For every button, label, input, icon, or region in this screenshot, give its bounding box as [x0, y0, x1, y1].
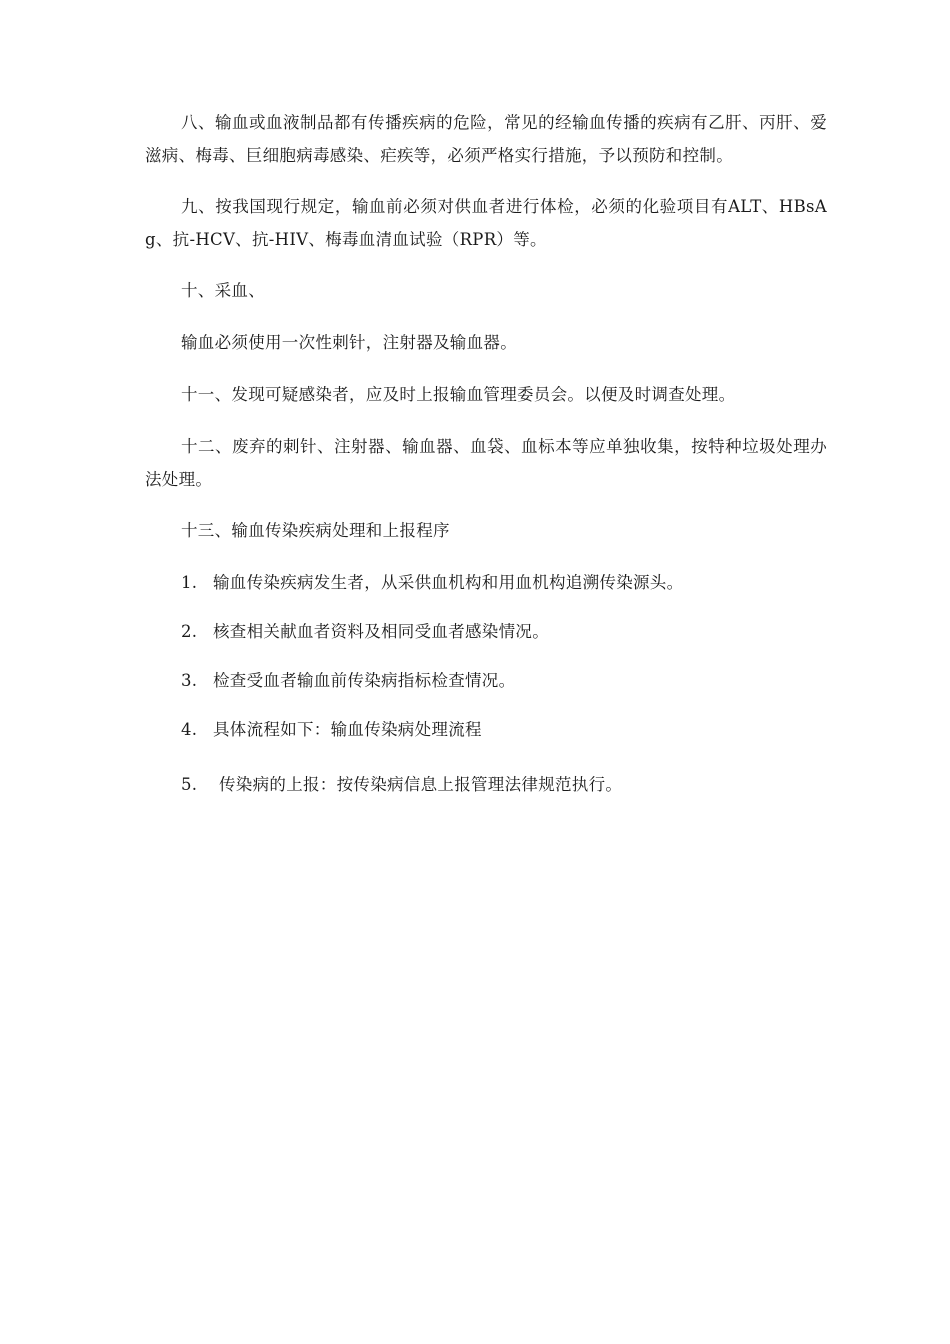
list-item-text: 核查相关献血者资料及相同受血者感染情况。 — [213, 622, 549, 641]
paragraph-twelve: 十二、废弃的刺针、注射器、输血器、血袋、血标本等应单独收集，按特种垃圾处理办法处理。 — [145, 437, 827, 489]
paragraph-nine: 九、按我国现行规定，输血前必须对供血者进行体检，必须的化验项目有ALT、HBsAg、抗-HCV、抗-HIV、梅毒血清血试验（RPR）等。 — [145, 197, 827, 249]
list-item — [145, 566, 827, 599]
list-item-text: 传染病的上报：按传染病信息上报管理法律规范执行。 — [219, 775, 623, 794]
list-item — [145, 664, 827, 697]
list-item — [145, 713, 827, 746]
list-item — [145, 615, 827, 648]
procedure-list — [145, 566, 827, 801]
list-item-number: 4. — [181, 720, 198, 739]
paragraph-eleven: 十一、发现可疑感染者，应及时上报输血管理委员会。以便及时调查处理。 — [181, 385, 736, 404]
list-item-number: 2. — [181, 622, 198, 641]
list-item-text: 检查受血者输血前传染病指标检查情况。 — [213, 671, 516, 690]
paragraph-eight: 八、输血或血液制品都有传播疾病的危险，常见的经输血传播的疾病有乙肝、丙肝、爱滋病、梅毒、巨细胞病毒感染、疟疾等，必须严格实行措施，予以预防和控制。 — [145, 113, 827, 165]
paragraph-ten-body: 输血必须使用一次性刺针，注射器及输血器。 — [181, 333, 517, 352]
list-item-number: 5. — [181, 775, 198, 794]
list-item-text: 输血传染疾病发生者，从采供血机构和用血机构追溯传染源头。 — [213, 573, 684, 592]
list-item — [145, 768, 827, 801]
list-item-number: 3. — [181, 671, 198, 690]
paragraph-thirteen: 十三、输血传染疾病处理和上报程序 — [181, 521, 450, 540]
paragraph-ten: 十、采血、 — [181, 281, 265, 300]
list-item-number: 1. — [181, 573, 198, 592]
document-body — [145, 106, 827, 817]
list-item-text: 具体流程如下：输血传染病处理流程 — [213, 720, 482, 739]
